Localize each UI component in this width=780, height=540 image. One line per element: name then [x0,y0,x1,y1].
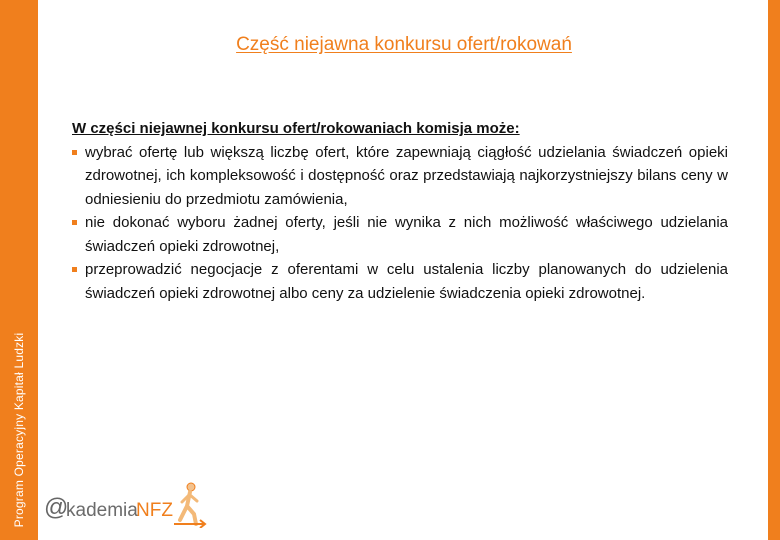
bullet-icon [72,150,77,155]
list-item [72,141,728,212]
logo-kademia-text: kademia [66,500,138,521]
bullet-icon [72,220,77,225]
logo-at-sign: @ [44,494,69,521]
list-item-text: wybrać ofertę lub większą liczbę ofert, które zapewniają ciągłość udzielania świadczeń opieki zdrowotnej, ich kompleksowość i dostępność oraz przedstawiają najkorzystniejszy bilans ceny w odniesieniu do przedmiotu zamówienia, [85,143,728,208]
bullet-icon [72,267,77,272]
slide-content [72,117,728,305]
logo-nfz-text: NFZ [136,500,173,521]
akademia-nfz-logo [44,480,214,528]
walking-figure-icon [170,480,208,528]
sidebar-program-text: Program Operacyjny Kapitał Ludzki [12,332,26,528]
right-edge-band [768,0,780,540]
list-item [72,211,728,258]
sidebar-band [0,0,38,540]
list-item-text: nie dokonać wyboru żadnej oferty, jeśli nie wynika z nich możliwość właściwego udzielania świadczeń opieki zdrowotnej, [85,214,728,255]
intro-text: W części niejawnej konkursu ofert/rokowaniach komisja może: [72,120,520,137]
list-item-text: przeprowadzić negocjacje z oferentami w celu ustalenia liczby planowanych do udzielenia świadczeń opieki zdrowotnej albo ceny za udzielenie świadczenia opieki zdrowotnej. [85,261,728,302]
list-item [72,258,728,305]
slide-title: Część niejawna konkursu ofert/rokowań [236,34,572,55]
